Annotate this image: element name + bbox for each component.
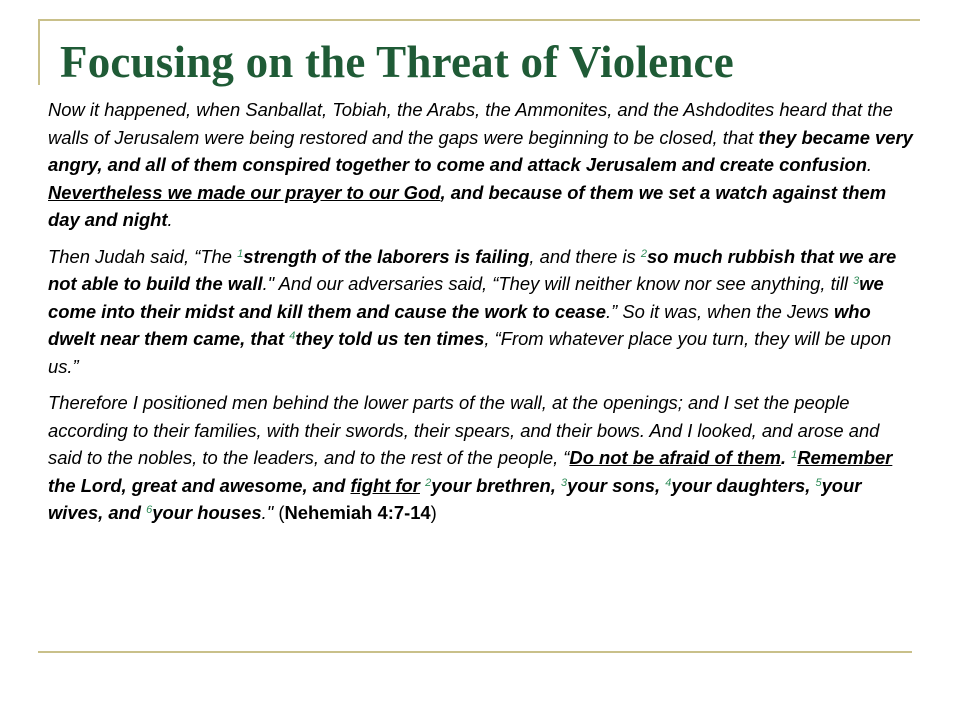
- text-run: your wives, and: [48, 474, 862, 523]
- text-run: your brethren,: [431, 474, 561, 496]
- text-run: .: [780, 447, 792, 468]
- text-run: they became very angry, and all of them conspired together to come and attack Jerusalem and create confusion: [48, 126, 913, 175]
- footnote-marker: 1: [791, 449, 798, 461]
- text-run: Nehemiah 4:7-14: [284, 502, 431, 523]
- text-run: .: [167, 209, 173, 230]
- text-run: your houses: [152, 502, 262, 523]
- text-run: Now it happened, when Sanballat, Tobiah, the Arabs, the Ammonites, and the Ashdodites heard that the walls of Jerusalem were being restored and the gaps were beginning to be closed, that: [48, 99, 893, 148]
- paragraph-2: [48, 243, 916, 381]
- text-run: Remember: [797, 447, 893, 468]
- scripture-text-body: [48, 96, 916, 536]
- footnote-marker: 4: [289, 330, 296, 342]
- footnote-marker: 4: [665, 476, 672, 489]
- text-run: Therefore I positioned men behind the lower parts of the wall, at the openings; and I set the people according to their families, with their swords, their spears, and their bows. And I looked, and arose and said to the nobles, to the leaders, and to the rest of the people, “: [48, 392, 880, 468]
- footnote-marker: 2: [425, 476, 432, 489]
- text-run: your daughters,: [671, 474, 816, 496]
- text-run: , and because of them we set a watch against them day and night: [48, 181, 887, 230]
- text-run: ." And our adversaries said, “They will neither know nor see anything, till: [262, 273, 854, 294]
- left-border-line: [38, 19, 40, 85]
- text-run: .” So it was, when the Jews: [606, 300, 834, 322]
- paragraph-1: [48, 96, 916, 234]
- slide-title: Focusing on the Threat of Violence: [60, 37, 734, 87]
- footnote-marker: 3: [853, 275, 860, 287]
- top-border-line: [38, 19, 920, 21]
- footnote-marker: 3: [560, 476, 568, 489]
- text-run: we come into their midst and kill them and cause the work to cease: [48, 273, 884, 322]
- text-run: .: [866, 154, 873, 175]
- text-run: the Lord, great and awesome, and: [48, 474, 351, 496]
- text-run: Then Judah said, “The: [48, 245, 238, 267]
- text-run: .": [261, 502, 279, 523]
- text-run: , “From whatever place you turn, they will be upon us.”: [48, 328, 892, 377]
- text-run: (: [278, 502, 285, 523]
- paragraph-3: [48, 389, 916, 527]
- text-run: Do not be afraid of them: [569, 447, 781, 468]
- bottom-border-line: [38, 651, 912, 653]
- text-run: they told us ten times: [295, 328, 485, 349]
- text-run: strength of the laborers is failing: [243, 245, 530, 267]
- text-run: so much rubbish that we are not able to build the wall: [48, 245, 897, 294]
- footnote-marker: 1: [237, 247, 244, 260]
- text-run: , and there is: [529, 245, 641, 267]
- text-run: ): [430, 502, 437, 523]
- text-run: Nevertheless we made our prayer to our God: [48, 181, 441, 203]
- footnote-marker: 5: [815, 476, 822, 489]
- text-run: fight for: [350, 474, 420, 496]
- footnote-marker: 6: [146, 504, 153, 516]
- text-run: your sons,: [567, 474, 666, 496]
- text-run: who dwelt near them came, that: [48, 300, 871, 349]
- footnote-marker: 2: [640, 247, 647, 260]
